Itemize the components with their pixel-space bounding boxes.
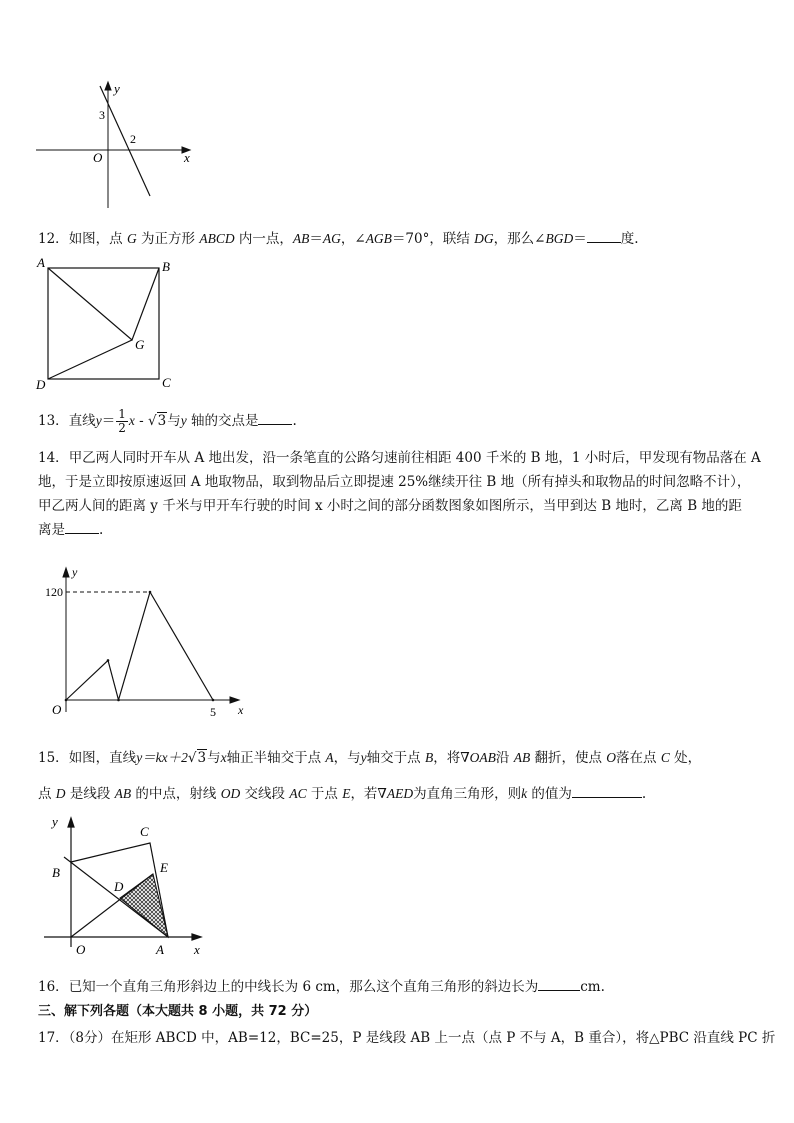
q14-line-4 xyxy=(38,518,761,542)
q15-var: B xyxy=(424,750,434,765)
q15-number: 15． xyxy=(38,750,69,766)
q15-text: ，若∇ xyxy=(350,786,387,802)
q14-line-3: 甲乙两人间的距离 y 千米与甲开车行驶的时间 x 小时之间的部分函数图象如图所示，当甲到达 B 地时，乙离 B 地的距 xyxy=(38,498,742,514)
q14-series-line xyxy=(65,591,215,702)
fig15-label-a: A xyxy=(156,942,164,957)
question-13: 13．直线y＝ $\frac{1}{2}$ x - √3与y 轴的交点是 . xyxy=(38,407,297,435)
q14-text: 甲乙两人同时开车从 A 地出发，沿一条笔直的公路匀速前往相距 400 千米的 B 地，1 小时后，甲发现有物品落在 A xyxy=(68,450,761,466)
fig11-graph xyxy=(36,80,196,215)
q15-text: 是线段 xyxy=(65,786,115,802)
section-3-heading: 三、解下列各题（本大题共 8 小题，共 72 分） xyxy=(38,1004,318,1019)
q16-number: 16． xyxy=(38,979,69,995)
q14-text: . xyxy=(99,522,104,538)
q13-var: x xyxy=(128,413,135,428)
q15-sqrt-radicand: 3 xyxy=(197,750,207,766)
fig11-axes xyxy=(36,82,190,208)
fig11-y-label: y xyxy=(114,81,120,96)
q14-line-2: 地，于是立即按原速返回 A 地取物品，取到物品后立即提速 25%继续开往 B 地（所有掉头和取物品的时间忽略不计）， xyxy=(38,474,751,490)
q13-text: ＝ xyxy=(101,413,116,429)
fig11-x-label: x xyxy=(184,150,190,165)
q15-equation: y＝kx＋2 xyxy=(136,750,188,765)
q14-series-point xyxy=(65,699,68,702)
q12-var: DG xyxy=(474,231,494,246)
fig11-x-intercept-label: 2 xyxy=(130,132,136,146)
q12-text: ，∠ xyxy=(340,231,366,247)
q13-text: 与 xyxy=(167,413,181,429)
q15-answer-blank[interactable] xyxy=(572,783,642,798)
q14-x-tick-label: 5 xyxy=(210,705,216,719)
q12-text: 如图，点 xyxy=(68,231,127,247)
q12-text: 内一点， xyxy=(234,231,293,247)
q16-text: cm. xyxy=(580,979,605,995)
q12-answer-blank[interactable] xyxy=(587,228,621,243)
q15-text: 交线段 xyxy=(240,786,290,802)
q14-series-segment xyxy=(119,592,151,700)
q15-text: 落在点 xyxy=(616,750,661,766)
q15-text: 处， xyxy=(669,750,702,766)
q13-text: - xyxy=(134,413,148,429)
q14-series-segment xyxy=(108,660,119,700)
fig12-square-outline xyxy=(48,268,159,379)
q13-sqrt-radicand: 3 xyxy=(157,413,167,429)
q13-text: 轴的交点是 xyxy=(186,413,259,429)
q13-var: y xyxy=(95,413,102,428)
q12-var: AGB xyxy=(365,231,392,246)
q15-var: OD xyxy=(220,786,241,801)
q13-fraction-denominator: 2 xyxy=(118,421,126,435)
q15-var: OAB xyxy=(469,750,496,765)
q13-answer-blank[interactable] xyxy=(258,410,292,425)
q14-line-1 xyxy=(38,446,761,470)
q15-var: D xyxy=(55,786,66,801)
question-14 xyxy=(38,446,761,542)
q12-text: ＝70°，联结 xyxy=(391,231,475,247)
q15-var: A xyxy=(325,750,334,765)
q12-var: G xyxy=(126,231,137,246)
q14-series-segment xyxy=(66,660,108,700)
q15-text: ，与 xyxy=(333,750,361,766)
q14-distance-time-chart xyxy=(34,564,254,724)
q14-series-point xyxy=(117,699,120,702)
q12-var: AB xyxy=(292,231,310,246)
q12-number: 12． xyxy=(38,231,69,247)
q15-text: 与 xyxy=(207,750,221,766)
q15-line-1: 15．如图，直线y＝kx＋2√3与x轴正半轴交于点 A，与y轴交于点 B，将∇OAB沿 AB 翻折，使点 O落在点 C 处， xyxy=(38,750,702,766)
question-17: 17．（8分）在矩形 ABCD 中，AB=12，BC=25，P 是线段 AB 上一点（点 P 不与 A，B 重合），将△PBC 沿直线 PC 折 xyxy=(38,1030,776,1046)
q14-series-segment xyxy=(150,592,213,700)
q13-number: 13． xyxy=(38,413,69,429)
fig15-label-c: C xyxy=(140,824,149,839)
q12-text: ＝ xyxy=(309,231,323,247)
q12-text: ＝ xyxy=(573,231,587,247)
q15-text: 于点 xyxy=(306,786,343,802)
q15-var: y xyxy=(360,750,367,765)
q14-series-point xyxy=(149,591,152,594)
q15-text: 沿 xyxy=(495,750,514,766)
fig12-segments xyxy=(48,268,159,340)
q12-var: ABCD xyxy=(199,231,235,246)
q15-var: AB xyxy=(513,750,531,765)
q14-series-point xyxy=(212,699,215,702)
question-16 xyxy=(38,976,605,997)
q15-text: 翻折，使点 xyxy=(530,750,607,766)
q15-text: 的值为 xyxy=(527,786,572,802)
fig15-label-d: D xyxy=(114,879,124,894)
q12-text: 为正方形 xyxy=(136,231,200,247)
q15-var: AED xyxy=(386,786,414,801)
q15-var: O xyxy=(606,750,617,765)
fig12-label-a: A xyxy=(37,256,45,270)
fig15-label-o: O xyxy=(76,942,86,957)
q15-text: 为直角三角形，则 xyxy=(413,786,522,802)
fig15-label-x: x xyxy=(194,942,200,957)
q14-chart-axes xyxy=(63,568,239,712)
q14-number: 14． xyxy=(38,450,69,466)
fig15-label-b: B xyxy=(52,865,60,880)
q15-var: k xyxy=(521,786,528,801)
q13-fraction xyxy=(116,408,128,435)
fig12-segment-dg xyxy=(48,340,132,379)
q13-var: y xyxy=(180,413,187,428)
q15-var: E xyxy=(342,786,351,801)
q15-text: ，将∇ xyxy=(433,750,470,766)
q15-var: x xyxy=(220,750,227,765)
fig12-label-c: C xyxy=(162,375,171,390)
question-12 xyxy=(38,228,639,249)
q15-line-2 xyxy=(38,776,701,812)
q13-text: . xyxy=(292,413,297,429)
q15-text: 轴交于点 xyxy=(366,750,425,766)
q14-y-tick-label: 120 xyxy=(45,585,63,599)
fig12-label-d: D xyxy=(36,377,46,392)
q12-var: BGD xyxy=(545,231,574,246)
q12-text: 度. xyxy=(620,231,639,247)
q16-answer-blank[interactable] xyxy=(538,976,580,991)
q15-var: AB xyxy=(114,786,132,801)
q15-var: AC xyxy=(289,786,307,801)
q14-origin-label: O xyxy=(52,702,62,717)
q13-text: 直线 xyxy=(68,413,96,429)
q14-series-point xyxy=(107,659,110,662)
q12-text: ，那么∠ xyxy=(493,231,546,247)
q15-text: 轴正半轴交于点 xyxy=(226,750,326,766)
q15-text: 的中点，射线 xyxy=(131,786,221,802)
q14-answer-blank[interactable] xyxy=(65,519,99,534)
q12-var: AG xyxy=(322,231,341,246)
question-15 xyxy=(38,740,701,812)
q15-text: 点 xyxy=(38,786,56,802)
q14-x-axis-label: x xyxy=(238,703,244,717)
q16-text: 已知一个直角三角形斜边上的中线长为 6 cm，那么这个直角三角形的斜边长为 xyxy=(68,979,539,995)
q14-y-axis-label: y xyxy=(72,565,78,579)
fig15-fold-diagram xyxy=(36,812,216,964)
q15-text: . xyxy=(641,786,647,802)
q15-var: C xyxy=(660,750,670,765)
q15-text: 如图，直线 xyxy=(68,750,137,766)
fig12-square xyxy=(34,256,184,392)
fig11-y-intercept-label: 3 xyxy=(99,108,105,122)
fig15-label-e: E xyxy=(160,860,168,875)
fig12-label-g: G xyxy=(135,337,145,352)
fig12-label-b: B xyxy=(162,259,170,274)
fig15-label-y: y xyxy=(52,814,58,829)
q13-fraction-numerator: 1 xyxy=(118,407,126,421)
fig11-origin-label: O xyxy=(93,150,103,165)
q14-text: 离是 xyxy=(38,522,65,538)
